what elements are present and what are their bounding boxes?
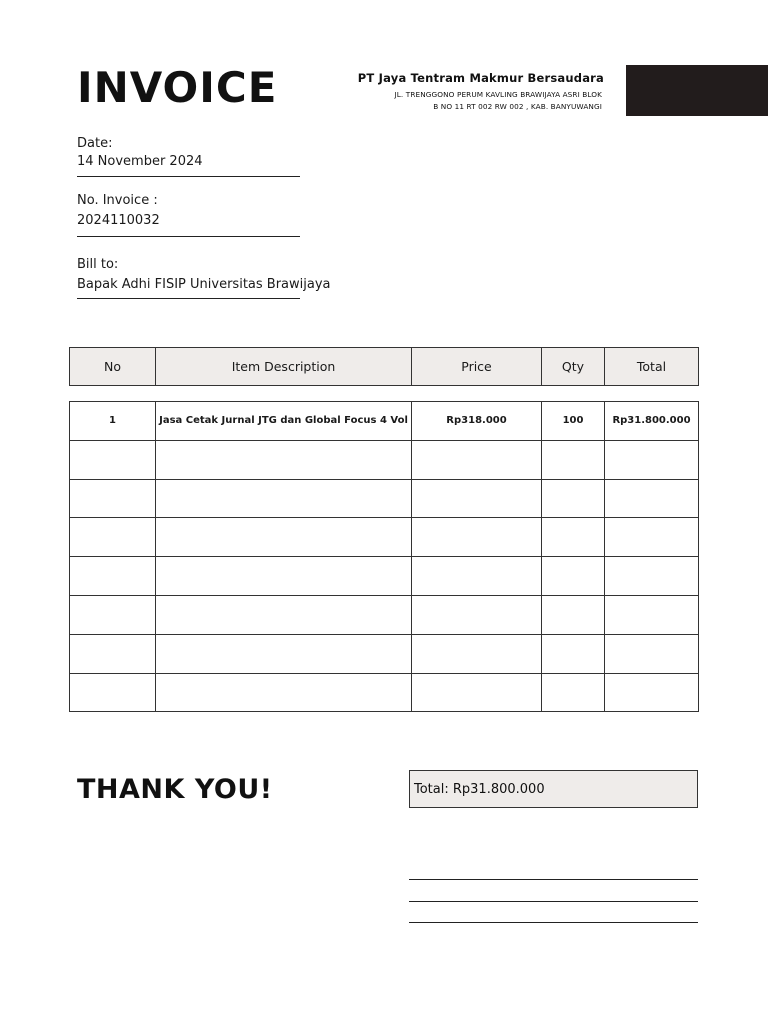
cell-no [70, 673, 156, 712]
column-header-description: Item Description [156, 348, 412, 386]
company-name: PT Jaya Tentram Makmur Bersaudara [357, 71, 604, 85]
table-row [70, 595, 699, 634]
cell-total [605, 673, 699, 712]
column-header-qty: Qty [542, 348, 605, 386]
invoice-title: INVOICE [77, 63, 278, 112]
cell-total [605, 557, 699, 596]
cell-description [156, 595, 412, 634]
cell-qty [542, 518, 605, 557]
cell-description [156, 673, 412, 712]
company-address-line-1: JL. TRENGGONO PERUM KAVLING BRAWIJAYA ASRI BLOK [394, 90, 602, 99]
cell-description [156, 518, 412, 557]
invoice-number-label: No. Invoice : [77, 193, 158, 208]
cell-no: 1 [70, 402, 156, 441]
cell-no [70, 518, 156, 557]
signature-line [409, 879, 698, 880]
cell-qty [542, 634, 605, 673]
cell-no [70, 440, 156, 479]
cell-price [412, 440, 542, 479]
date-label: Date: [77, 136, 113, 151]
cell-price [412, 595, 542, 634]
cell-description: Jasa Cetak Jurnal JTG dan Global Focus 4 Vol [156, 402, 412, 441]
thank-you-message: THANK YOU! [77, 774, 273, 805]
column-header-total: Total [605, 348, 699, 386]
cell-qty [542, 595, 605, 634]
cell-price [412, 479, 542, 518]
table-row [70, 518, 699, 557]
cell-price: Rp318.000 [412, 402, 542, 441]
table-row [70, 479, 699, 518]
table-row [70, 673, 699, 712]
cell-price [412, 634, 542, 673]
cell-description [156, 479, 412, 518]
cell-qty [542, 673, 605, 712]
bill-to-underline [77, 298, 300, 299]
company-address-line-2: B NO 11 RT 002 RW 002 , KAB. BANYUWANGI [433, 102, 602, 111]
cell-total: Rp31.800.000 [605, 402, 699, 441]
cell-total [605, 595, 699, 634]
table-row [70, 402, 699, 441]
table-row [70, 440, 699, 479]
cell-qty [542, 479, 605, 518]
signature-line [409, 901, 698, 902]
invoice-number-value: 2024110032 [77, 213, 160, 228]
cell-description [156, 634, 412, 673]
signature-line [409, 922, 698, 923]
table-row [70, 634, 699, 673]
bill-to-label: Bill to: [77, 257, 119, 272]
cell-no [70, 557, 156, 596]
cell-no [70, 634, 156, 673]
cell-total [605, 634, 699, 673]
cell-price [412, 518, 542, 557]
cell-total [605, 479, 699, 518]
total-amount: Total: Rp31.800.000 [409, 770, 698, 808]
header-row [70, 348, 699, 386]
date-underline [77, 176, 300, 177]
items-table [69, 401, 699, 712]
cell-price [412, 557, 542, 596]
items-header-table [69, 347, 699, 386]
cell-no [70, 479, 156, 518]
cell-total [605, 518, 699, 557]
column-header-no: No [70, 348, 156, 386]
cell-qty: 100 [542, 402, 605, 441]
cell-qty [542, 440, 605, 479]
invoice-number-underline [77, 236, 300, 237]
cell-price [412, 673, 542, 712]
column-header-price: Price [412, 348, 542, 386]
logo-block [626, 65, 768, 116]
cell-total [605, 440, 699, 479]
table-row [70, 557, 699, 596]
date-value: 14 November 2024 [77, 154, 203, 169]
cell-qty [542, 557, 605, 596]
cell-description [156, 440, 412, 479]
cell-no [70, 595, 156, 634]
cell-description [156, 557, 412, 596]
bill-to-value: Bapak Adhi FISIP Universitas Brawijaya [77, 277, 331, 292]
